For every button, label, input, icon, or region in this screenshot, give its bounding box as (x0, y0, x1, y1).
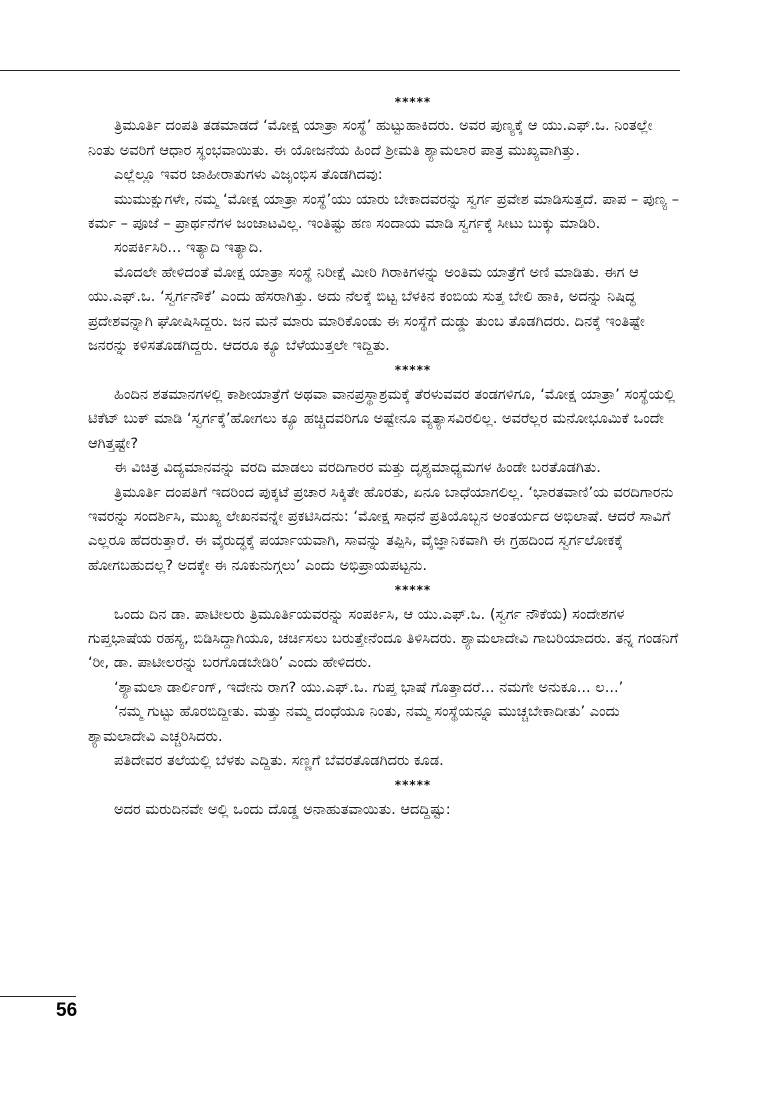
paragraph: ಪತಿದೇವರ ತಲೆಯಲ್ಲಿ ಬೆಳಕು ಎದ್ದಿತು. ಸಣ್ಣಗೆ ಬೆವರತೊಡಗಿದರು ಕೂಡ. (114, 751, 444, 769)
footer-rule (0, 996, 76, 997)
paragraph: ಎಲ್ಲೆಲ್ಲೂ ಇವರ ಜಾಹೀರಾತುಗಳು ವಿಜೃಂಭಿಸ ತೊಡಗಿದವು: (114, 166, 383, 184)
section-separator: ***** (394, 778, 432, 793)
section-separator: ***** (394, 363, 432, 378)
paragraph: ಮೊದಲೇ ಹೇಳಿದಂತೆ ಮೋಕ್ಷ ಯಾತ್ರಾ ಸಂಸ್ಥೆ ನಿರೀಕ್ಷೆ ಮೀರಿ ಗಿರಾಕಿಗಳನ್ನು ಅಂತಿಮ ಯಾತ್ರೆಗೆ ಅಣಿ ಮಾಡಿತು. ಈಗ ಆ ಯು.ಎಫ್.ಒ. ‘ಸ್ವರ್ಗನೌಕೆ’ ಎಂದು ಹೆಸರಾಗಿತ್ತು. ಅದು ನೆಲಕ್ಕೆ ಬಿಟ್ಟ ಬೆಳಕಿನ ಕಂಬಿಯ ಸುತ್ತ ಬೇಲಿ ಹಾಕಿ, ಅದನ್ನು ನಿಷಿದ್ಧ ಪ್ರದೇಶವನ್ನಾಗಿ ಘೋಷಿಸಿದ್ದರು. ಜನ ಮನೆ ಮಾರು ಮಾರಿಕೊಂಡು ಈ ಸಂಸ್ಥೆಗೆ ದುಡ್ಡು ತುಂಬ ತೊಡಗಿದರು. ದಿನಕ್ಕೆ ಇಂತಿಷ್ಟೇ ಜನರನ್ನು ಕಳಿಸತೊಡಗಿದ್ದರು. ಆದರೂ ಕ್ಯೂ ಬೆಳೆಯುತ್ತಲೇ ಇದ್ದಿತು. (88, 263, 645, 355)
paragraph: ಮುಮುಕ್ಷುಗಳೇ, ನಮ್ಮ ‘ಮೋಕ್ಷ ಯಾತ್ರಾ ಸಂಸ್ಥೆ’ಯು ಯಾರು ಬೇಕಾದವರನ್ನು ಸ್ವರ್ಗ ಪ್ರವೇಶ ಮಾಡಿಸುತ್ತದೆ. ಪಾಪ – ಪುಣ್ಯ – ಕರ್ಮ – ಪೂಜೆ – ಪ್ರಾರ್ಥನೆಗಳ ಜಂಜಾಟವಿಲ್ಲ. ಇಂತಿಷ್ಟು ಹಣ ಸಂದಾಯ ಮಾಡಿ ಸ್ವರ್ಗಕ್ಕೆ ಸೀಟು ಬುಕ್ಕು ಮಾಡಿರಿ. (88, 190, 680, 233)
paragraph: ‘ಶ್ಯಾಮಲಾ ಡಾರ್ಲಿಂಗ್, ಇದೇನು ರಾಗ? ಯು.ಎಫ್.ಒ. ಗುಪ್ತ ಭಾಷೆ ಗೊತ್ತಾದರೆ... ನಮಗೇ ಅನುಕೂ... ಲ...’ (114, 678, 624, 696)
section-separator: ***** (394, 95, 432, 109)
paragraph: ತ್ರಿಮೂರ್ತಿ ದಂಪತಿಗೆ ಇದರಿಂದ ಪುಕ್ಕಟೆ ಪ್ರಚಾರ ಸಿಕ್ಕಿತೇ ಹೊರತು, ಏನೂ ಬಾಧೆಯಾಗಲಿಲ್ಲ. ‘ಭಾರತವಾಣಿ’ಯ ವರದಿಗಾರನು ಇವರನ್ನು ಸಂದರ್ಶಿಸಿ, ಮುಖ್ಯ ಲೇಖನವನ್ನೇ ಪ್ರಕಟಿಸಿದನು: ‘ಮೋಕ್ಷ ಸಾಧನೆ ಪ್ರತಿಯೊಬ್ಬನ ಅಂತರ್ಯದ ಅಭಿಲಾಷೆ. ಆದರೆ ಸಾವಿಗೆ ಎಲ್ಲರೂ ಹೆದರುತ್ತಾರೆ. ಈ ವೈರುದ್ಧಕ್ಕೆ ಪರ್ಯಾಯವಾಗಿ, ಸಾವನ್ನು ತಪ್ಪಿಸಿ, ವೈಜ್ಞಾನಿಕವಾಗಿ ಈ ಗ್ರಹದಿಂದ ಸ್ವರ್ಗಲೋಕಕ್ಕೆ ಹೋಗಬಹುದಲ್ಲ? ಅದಕ್ಕೇ ಈ ನೂಕುನುಗ್ಗಲು’ ಎಂದು ಅಭಿಪ್ರಾಯಪಟ್ಟನು. (88, 483, 674, 574)
paragraph: ಒಂದು ದಿನ ಡಾ. ಪಾಟೀಲರು ತ್ರಿಮೂರ್ತಿಯವರನ್ನು ಸಂಪರ್ಕಿಸಿ, ಆ ಯು.ಎಫ್.ಒ. (ಸ್ವರ್ಗ ನೌಕೆಯ) ಸಂದೇಶಗಳ ಗುಪ್ತಭಾಷೆಯ ರಹಸ್ಯ, ಬಿಡಿಸಿದ್ದಾಗಿಯೂ, ಚರ್ಚಿಸಲು ಬರುತ್ತೇನೆಂದೂ ತಿಳಿಸಿದರು. ಶ್ಯಾಮಲಾದೇವಿ ಗಾಬರಿಯಾದರು. ತನ್ನ ಗಂಡನಿಗೆ ‘ರೀ, ಡಾ. ಪಾಟೀಲರನ್ನು ಬರಗೊಡಬೇಡಿರಿ’ ಎಂದು ಹೇಳಿದರು. (88, 605, 679, 672)
paragraph: ತ್ರಿಮೂರ್ತಿ ದಂಪತಿ ತಡಮಾಡದೆ ‘ಮೋಕ್ಷ ಯಾತ್ರಾ ಸಂಸ್ಥೆ’ ಹುಟ್ಟುಹಾಕಿದರು. ಅವರ ಪುಣ್ಯಕ್ಕೆ ಆ ಯು.ಎಫ್.ಒ. ನಿಂತಲ್ಲೇ ನಿಂತು ಅವರಿಗೆ ಆಧಾರ ಸ್ಥಂಭವಾಯಿತು. ಈ ಯೋಜನೆಯ ಹಿಂದೆ ಶ್ರೀಮತಿ ಶ್ಯಾಮಲಾರ ಪಾತ್ರ ಮುಖ್ಯವಾಗಿತ್ತು. (88, 117, 653, 159)
section-separator: ***** (394, 583, 432, 598)
page-body (88, 90, 680, 822)
paragraph: ಅದರ ಮರುದಿನವೇ ಅಲ್ಲಿ ಒಂದು ದೊಡ್ಡ ಅನಾಹುತವಾಯಿತು. ಆದದ್ದಿಷ್ಟು: (114, 800, 451, 818)
page-number: 56 (56, 1000, 78, 1021)
header-rule (0, 70, 680, 71)
paragraph: ಸಂಪರ್ಕಿಸಿರಿ... ಇತ್ಯಾದಿ ಇತ್ಯಾದಿ. (114, 239, 263, 257)
paragraph: ಈ ವಿಚಿತ್ರ ವಿದ್ಯಮಾನವನ್ನು ವರದಿ ಮಾಡಲು ವರದಿಗಾರರ ಮತ್ತು ದೃಶ್ಯಮಾಧ್ಯಮಗಳ ಹಿಂಡೇ ಬರತೊಡಗಿತು. (114, 459, 601, 477)
paragraph: ‘ನಮ್ಮ ಗುಟ್ಟು ಹೊರಬಿದ್ದೀತು. ಮತ್ತು ನಮ್ಮ ದಂಧೆಯೂ ನಿಂತು, ನಮ್ಮ ಸಂಸ್ಥೆಯನ್ನೂ ಮುಚ್ಚಬೇಕಾದೀತು’ ಎಂದು ಶ್ಯಾಮಲಾದೇವಿ ಎಚ್ಚರಿಸಿದರು. (88, 703, 620, 745)
paragraph: ಹಿಂದಿನ ಶತಮಾನಗಳಲ್ಲಿ ಕಾಶೀಯಾತ್ರೆಗೆ ಅಥವಾ ವಾನಪ್ರಸ್ಥಾಶ್ರಮಕ್ಕೆ ತೆರಳುವವರ ತಂಡಗಳಿಗೂ, ‘ಮೋಕ್ಷ ಯಾತ್ರಾ’ ಸಂಸ್ಥೆಯಲ್ಲಿ ಟಿಕೆಟ್ ಬುಕ್ ಮಾಡಿ ‘ಸ್ವರ್ಗಕ್ಕೆ’ಹೋಗಲು ಕ್ಯೂ ಹಚ್ಚಿದವರಿಗೂ ಅಷ್ಟೇನೂ ವ್ಯತ್ಯಾಸವಿರಲಿಲ್ಲ. ಅವರೆಲ್ಲರ ಮನೋಭೂಮಿಕೆ ಒಂದೇ ಆಗಿತ್ತಷ್ಟೇ? (88, 385, 676, 452)
